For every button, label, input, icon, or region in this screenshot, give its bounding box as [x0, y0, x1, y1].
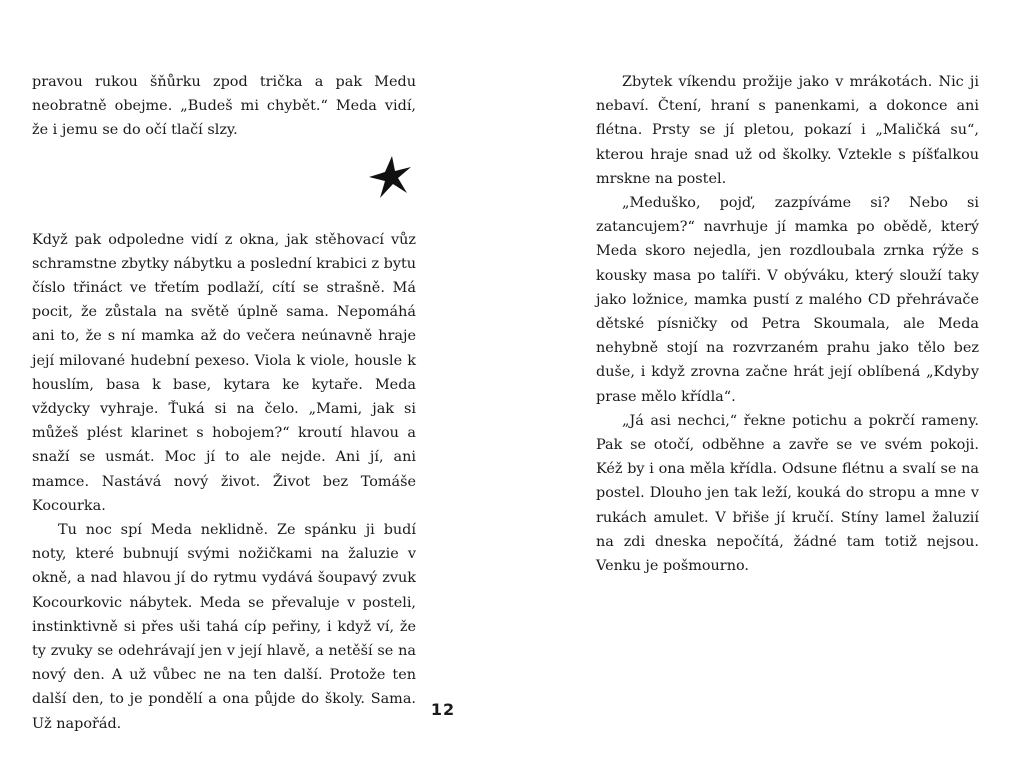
paragraph: Tu noc spí Meda neklidně. Ze spánku ji budí noty, které bubnují svými nožičkami na žaluzie v okně, a nad hlavou jí do rytmu vydává šoupavý zvuk Kocourkovic nábytek. Meda se převaluje v posteli, instinktivně si přes uši tahá cíp peřiny, i když ví, že ty zvuky se odehrávají jen v její hlavě, a netěší se na nový den. A už vůbec ne na ten další. Protože ten další den, to je pondělí a ona půjde do školy. Sama. Už napořád. — [32, 522, 416, 732]
star-icon — [367, 155, 413, 199]
paragraph: „Meduško, pojď, zazpíváme si? Nebo si zatancujem?“ navrhuje jí mamka po obědě, který Meda skoro nejedla, jen rozdloubala zrnka rýže s kousky masa po talíři. V obýváku, který slouží taky jako ložnice, mamka pustí z malého CD přehrávače dětské písničky od Petra Skoumala, ale Meda nehybně stojí na rozvrzaném prahu jako tělo bez duše, i když zrovna začne hrát její oblíbená „Kdyby prase mělo křídla“. — [596, 195, 979, 405]
paragraph-continued: pravou rukou šňůrku zpod trička a pak Medu neobratně obejme. „Budeš mi chybět.“ Meda vidí, že i jemu se do očí tlačí slzy. — [32, 74, 416, 139]
paragraph: Když pak odpoledne vidí z okna, jak stěhovací vůz schramstne zbytky nábytku a poslední krabici z bytu číslo třináct ve třetím podlaží, cítí se strašně. Má pocit, že zůstala na světě úplně sama. Nepomáhá ani to, že s ní mamka až do večera neúnavně hraje její milované hudební pexeso. Viola k viole, housle k houslím, basa k base, kytara ke kytaře. Meda vždycky vyhraje. Ťuká si na čelo. „Mami, jak si můžeš plést klarinet s hobojem?“ kroutí hlavou a snaží se usmát. Moc jí to ale nejde. Ani jí, ani mamce. Nastává nový život. Život bez Tomáše Kocourka. — [32, 231, 416, 514]
right-column — [596, 70, 979, 578]
page-number: 12 — [430, 700, 456, 719]
left-column — [32, 70, 416, 736]
paragraph: Zbytek víkendu prožije jako v mrákotách. Nic ji nebaví. Čtení, hraní s panenkami, a dokonce ani flétna. Prsty se jí pletou, pokazí i „Maličká su“, kterou hraje snad už od školky. Vztekle s píšťalkou mrskne na postel. — [596, 74, 979, 187]
paragraph: „Já asi nechci,“ řekne potichu a pokrčí rameny. Pak se otočí, odběhne a zavře se ve svém pokoji. Kéž by i ona měla křídla. Odsune flétnu a svalí se na postel. Dlouho jen tak leží, kouká do stropu a mne v rukách amulet. V břiše jí kručí. Stíny lamel žaluzií na zdi dneska nepočítá, žádné tam totiž nejsou. Venku je pošmourno. — [596, 412, 979, 575]
section-divider — [32, 143, 416, 228]
